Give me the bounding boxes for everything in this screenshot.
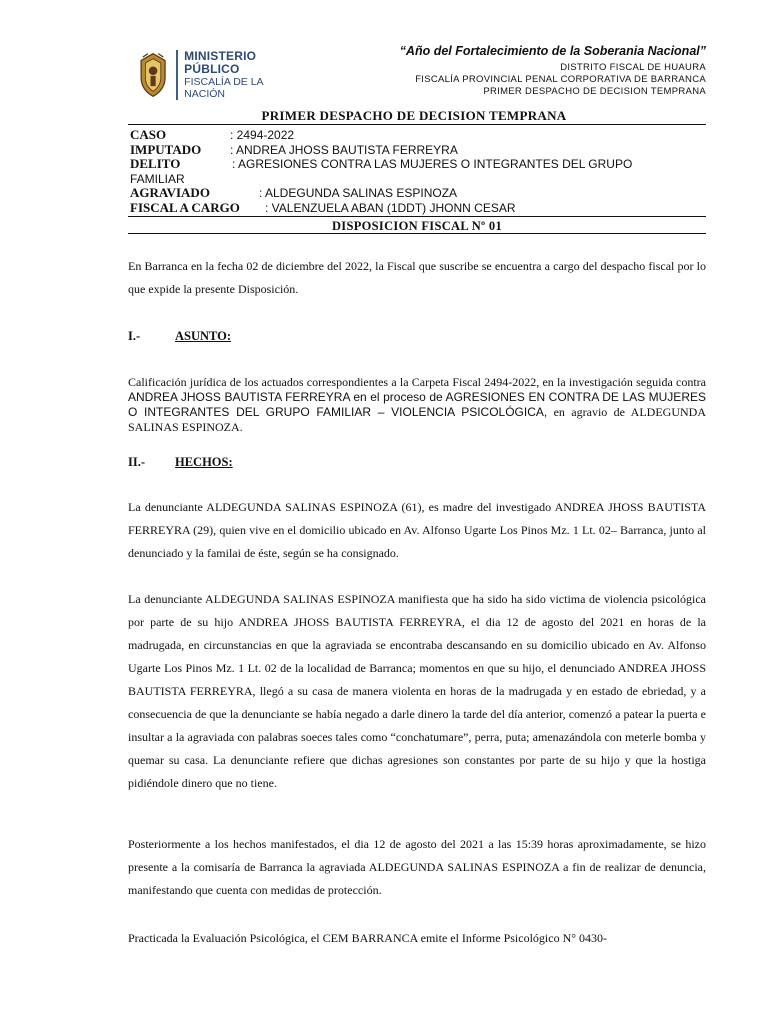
logo-subtitle: FISCALÍA DE LA NACIÓN [184, 76, 263, 100]
logo-text [176, 50, 296, 100]
document-title: PRIMER DESPACHO DE DECISION TEMPRANA [261, 108, 567, 123]
hechos-paragraph-4: Practicada la Evaluación Psicológica, el CEM BARRANCA emite el Informe Psicológico N° 0430- [128, 931, 608, 945]
section-2-number: II.- [128, 455, 146, 469]
hechos-paragraph-1: La denunciante ALDEGUNDA SALINAS ESPINOZA (61), es madre del investigado ANDREA JHOSS BAUTISTA FERREYRA (29), quien vive en el domicilio ubicado en Av. Alfonso Ugarte Los Pinos Mz. 1 Lt. 02– Barranca, junto al denunciado y la familai de éste, según se ha consignado. [128, 500, 706, 560]
section-1-number: I.- [128, 329, 141, 343]
asunto-paragraph [128, 375, 706, 435]
imputado-label: IMPUTADO [130, 142, 202, 157]
caso-label: CASO [130, 127, 167, 142]
delito-value: : AGRESIONES CONTRA LAS MUJERES O INTEGRANTES DEL GRUPO [232, 157, 633, 171]
asunto-text-2: ANDREA JHOSS BAUTISTA FERREYRA en el proceso de AGRESIONES EN CONTRA DE LAS MUJERES O INTEGRANTES DEL GRUPO FAMILIAR – VIOLENCIA PSICOLÓGICA, [128, 390, 706, 419]
header-despacho: PRIMER DESPACHO DE DECISION TEMPRANA [483, 86, 706, 97]
title-rule [128, 124, 706, 125]
section-1-title: ASUNTO: [175, 329, 232, 343]
crest-icon [136, 48, 170, 102]
disposition-title: DISPOSICION FISCAL Nº 01 [331, 219, 503, 233]
delito-value-continued: FAMILIAR [130, 172, 185, 186]
fiscal-value: : VALENZUELA ABAN (1DDT) JHONN CESAR [265, 201, 516, 215]
imputado-value: : ANDREA JHOSS BAUTISTA FERREYRA [230, 143, 458, 157]
delito-label: DELITO [130, 156, 181, 171]
case-rule-bottom [128, 233, 706, 234]
hechos-paragraph-3: Posteriormente a los hechos manifestados, el dia 12 de agosto del 2021 a las 15:39 horas aproximadamente, se hizo presente a la comisaría de Barranca la agraviada ALDEGUNDA SALINAS ESPINOZA a fin de realizar de denuncia, manifestando que cuenta con medidas de protección. [128, 837, 706, 897]
section-2-title: HECHOS: [175, 455, 233, 469]
caso-value: : 2494-2022 [230, 128, 295, 142]
logo-title: MINISTERIO PÚBLICO [184, 49, 257, 76]
header-district: DISTRITO FISCAL DE HUAURA [560, 62, 706, 73]
agraviado-value: : ALDEGUNDA SALINAS ESPINOZA [259, 186, 458, 200]
asunto-text-3: en agravio de ALDEGUNDA SALINAS ESPINOZA. [128, 405, 707, 434]
hechos-paragraph-2: La denunciante ALDEGUNDA SALINAS ESPINOZA manifiesta que ha sido ha sido victima de violencia psicológica por parte de su hijo ANDREA JHOSS BAUTISTA FERREYRA, el dia 12 de agosto del 2021 en horas de la madrugada, en circunstancias en que la agraviada se encontraba descansando en su domicilio ubicado en Av. Alfonso Ugarte Los Pinos Mz. 1 Lt. 02 de la localidad de Barranca; momentos en que su hijo, el denunciado ANDREA JHOSS BAUTISTA FERREYRA, llegó a su casa de manera violenta en horas de la madrugada y en estado de ebriedad, y a consecuencia de que la denunciante se había negado a darle dinero la tarde del día anterior, comenzó a patear la puerta e insultar a la agraviada con palabras soeces tales como “conchatumare”, perra, puta; amenazándola con meterle bomba y quemar su casa. La denunciante refiere que dichas agresiones son constantes por parte de su hijo y que la hostiga pidiéndole dinero que no tiene. [128, 592, 706, 790]
asunto-text-1: Calificación jurídica de los actuados correspondientes a la Carpeta Fiscal 2494-2022, en la investigación seguida contra [128, 375, 706, 389]
header-fiscalia: FISCALÍA PROVINCIAL PENAL CORPORATIVA DE BARRANCA [415, 74, 706, 85]
ministerio-publico-logo [136, 47, 296, 103]
year-motto: “Año del Fortalecimiento de la Soberania Nacional” [399, 44, 706, 58]
intro-paragraph: En Barranca en la fecha 02 de diciembre del 2022, la Fiscal que suscribe se encuentra a cargo del despacho fiscal por lo que expide la presente Disposición. [128, 259, 706, 296]
agraviado-label: AGRAVIADO [130, 185, 210, 200]
case-rule-top [128, 216, 706, 217]
fiscal-label: FISCAL A CARGO [130, 200, 240, 215]
